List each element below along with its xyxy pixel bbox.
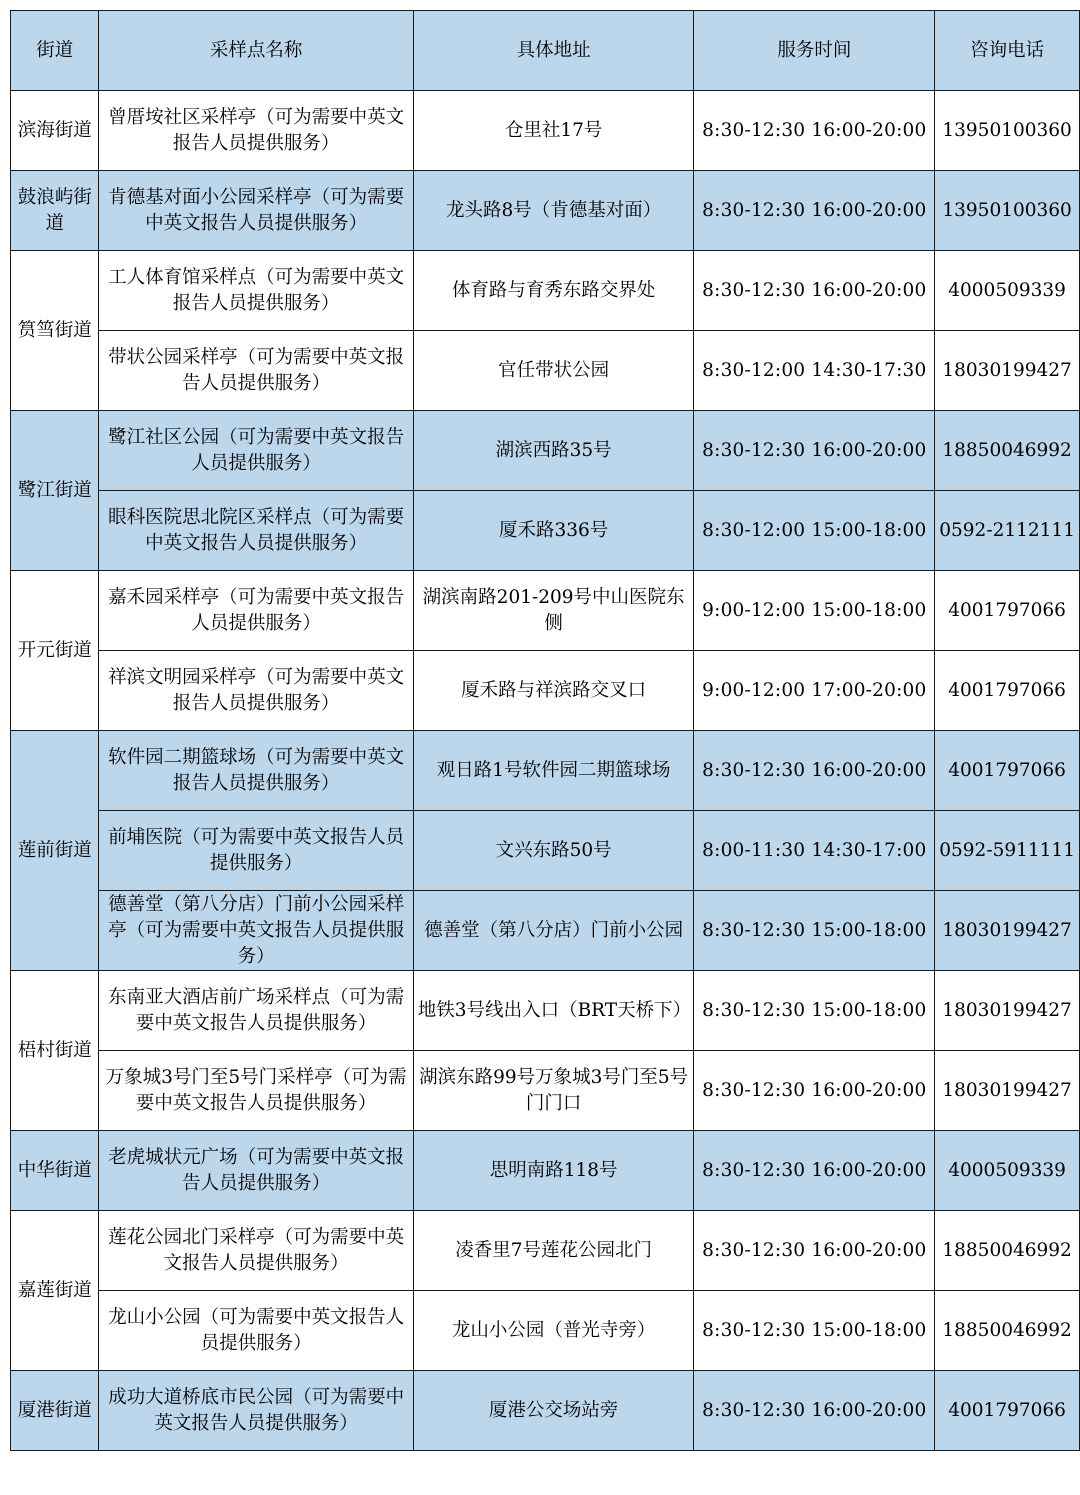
table-row [11, 731, 1080, 811]
site-name-cell: 祥滨文明园采样亭（可为需要中英文报告人员提供服务） [99, 651, 413, 731]
phone-cell: 13950100360 [935, 91, 1080, 171]
address-cell: 思明南路118号 [413, 1131, 694, 1211]
address-cell: 德善堂（第八分店）门前小公园 [413, 891, 694, 971]
site-name-cell: 龙山小公园（可为需要中英文报告人员提供服务） [99, 1291, 413, 1371]
phone-cell: 4001797066 [935, 651, 1080, 731]
table-row [11, 651, 1080, 731]
street-cell: 梧村街道 [11, 971, 99, 1131]
street-cell: 莲前街道 [11, 731, 99, 971]
phone-cell: 4001797066 [935, 1371, 1080, 1451]
phone-cell: 0592-5911111 [935, 811, 1080, 891]
street-cell: 开元街道 [11, 571, 99, 731]
header-site-name: 采样点名称 [99, 11, 413, 91]
phone-cell: 4000509339 [935, 251, 1080, 331]
table-row [11, 1131, 1080, 1211]
address-cell: 厦港公交场站旁 [413, 1371, 694, 1451]
hours-cell: 8:30-12:30 16:00-20:00 [694, 1211, 935, 1291]
address-cell: 凌香里7号莲花公园北门 [413, 1211, 694, 1291]
address-cell: 湖滨东路99号万象城3号门至5号门门口 [413, 1051, 694, 1131]
table-row [11, 1051, 1080, 1131]
site-name-cell: 软件园二期篮球场（可为需要中英文报告人员提供服务） [99, 731, 413, 811]
site-name-cell: 莲花公园北门采样亭（可为需要中英文报告人员提供服务） [99, 1211, 413, 1291]
header-phone: 咨询电话 [935, 11, 1080, 91]
phone-cell: 18030199427 [935, 331, 1080, 411]
hours-cell: 8:30-12:30 16:00-20:00 [694, 1131, 935, 1211]
address-cell: 体育路与育秀东路交界处 [413, 251, 694, 331]
address-cell: 厦禾路336号 [413, 491, 694, 571]
street-cell: 中华街道 [11, 1131, 99, 1211]
address-cell: 仓里社17号 [413, 91, 694, 171]
table-row [11, 251, 1080, 331]
hours-cell: 8:30-12:30 16:00-20:00 [694, 1051, 935, 1131]
table-row [11, 1371, 1080, 1451]
table-row [11, 411, 1080, 491]
sampling-sites-table [10, 10, 1080, 1451]
address-cell: 湖滨西路35号 [413, 411, 694, 491]
hours-cell: 8:30-12:00 15:00-18:00 [694, 491, 935, 571]
site-name-cell: 眼科医院思北院区采样点（可为需要中英文报告人员提供服务） [99, 491, 413, 571]
address-cell: 官任带状公园 [413, 331, 694, 411]
street-cell: 厦港街道 [11, 1371, 99, 1451]
phone-cell: 18030199427 [935, 1051, 1080, 1131]
address-cell: 湖滨南路201-209号中山医院东侧 [413, 571, 694, 651]
street-cell: 鼓浪屿街道 [11, 171, 99, 251]
phone-cell: 4000509339 [935, 1131, 1080, 1211]
site-name-cell: 带状公园采样亭（可为需要中英文报告人员提供服务） [99, 331, 413, 411]
phone-cell: 18850046992 [935, 1211, 1080, 1291]
phone-cell: 0592-2112111 [935, 491, 1080, 571]
table-row [11, 571, 1080, 651]
site-name-cell: 肯德基对面小公园采样亭（可为需要中英文报告人员提供服务） [99, 171, 413, 251]
table-row [11, 171, 1080, 251]
hours-cell: 8:30-12:30 16:00-20:00 [694, 1371, 935, 1451]
site-name-cell: 工人体育馆采样点（可为需要中英文报告人员提供服务） [99, 251, 413, 331]
address-cell: 观日路1号软件园二期篮球场 [413, 731, 694, 811]
site-name-cell: 东南亚大酒店前广场采样点（可为需要中英文报告人员提供服务） [99, 971, 413, 1051]
address-cell: 文兴东路50号 [413, 811, 694, 891]
address-cell: 地铁3号线出入口（BRT天桥下） [413, 971, 694, 1051]
site-name-cell: 鹭江社区公园（可为需要中英文报告人员提供服务） [99, 411, 413, 491]
address-cell: 龙山小公园（普光寺旁） [413, 1291, 694, 1371]
header-address: 具体地址 [413, 11, 694, 91]
table-row [11, 891, 1080, 971]
site-name-cell: 嘉禾园采样亭（可为需要中英文报告人员提供服务） [99, 571, 413, 651]
header-street: 街道 [11, 11, 99, 91]
table-row [11, 811, 1080, 891]
hours-cell: 8:30-12:00 14:30-17:30 [694, 331, 935, 411]
table-row [11, 91, 1080, 171]
street-cell: 筼筜街道 [11, 251, 99, 411]
phone-cell: 4001797066 [935, 571, 1080, 651]
address-cell: 厦禾路与祥滨路交叉口 [413, 651, 694, 731]
hours-cell: 8:30-12:30 16:00-20:00 [694, 251, 935, 331]
header-hours: 服务时间 [694, 11, 935, 91]
phone-cell: 4001797066 [935, 731, 1080, 811]
street-cell: 鹭江街道 [11, 411, 99, 571]
address-cell: 龙头路8号（肯德基对面） [413, 171, 694, 251]
street-cell: 滨海街道 [11, 91, 99, 171]
phone-cell: 18850046992 [935, 411, 1080, 491]
phone-cell: 18030199427 [935, 891, 1080, 971]
site-name-cell: 成功大道桥底市民公园（可为需要中英文报告人员提供服务） [99, 1371, 413, 1451]
hours-cell: 8:30-12:30 15:00-18:00 [694, 891, 935, 971]
table-row [11, 1291, 1080, 1371]
site-name-cell: 德善堂（第八分店）门前小公园采样亭（可为需要中英文报告人员提供服务） [99, 891, 413, 971]
table-row [11, 1211, 1080, 1291]
hours-cell: 8:00-11:30 14:30-17:00 [694, 811, 935, 891]
table-row [11, 331, 1080, 411]
site-name-cell: 前埔医院（可为需要中英文报告人员提供服务） [99, 811, 413, 891]
hours-cell: 8:30-12:30 16:00-20:00 [694, 91, 935, 171]
hours-cell: 8:30-12:30 15:00-18:00 [694, 971, 935, 1051]
hours-cell: 8:30-12:30 16:00-20:00 [694, 411, 935, 491]
hours-cell: 8:30-12:30 15:00-18:00 [694, 1291, 935, 1371]
street-cell: 嘉莲街道 [11, 1211, 99, 1371]
site-name-cell: 万象城3号门至5号门采样亭（可为需要中英文报告人员提供服务） [99, 1051, 413, 1131]
phone-cell: 18850046992 [935, 1291, 1080, 1371]
hours-cell: 8:30-12:30 16:00-20:00 [694, 171, 935, 251]
site-name-cell: 曾厝垵社区采样亭（可为需要中英文报告人员提供服务） [99, 91, 413, 171]
site-name-cell: 老虎城状元广场（可为需要中英文报告人员提供服务） [99, 1131, 413, 1211]
table-row [11, 971, 1080, 1051]
hours-cell: 9:00-12:00 17:00-20:00 [694, 651, 935, 731]
hours-cell: 8:30-12:30 16:00-20:00 [694, 731, 935, 811]
table-row [11, 491, 1080, 571]
table-body [11, 91, 1080, 1451]
phone-cell: 18030199427 [935, 971, 1080, 1051]
hours-cell: 9:00-12:00 15:00-18:00 [694, 571, 935, 651]
phone-cell: 13950100360 [935, 171, 1080, 251]
header-row [11, 11, 1080, 91]
